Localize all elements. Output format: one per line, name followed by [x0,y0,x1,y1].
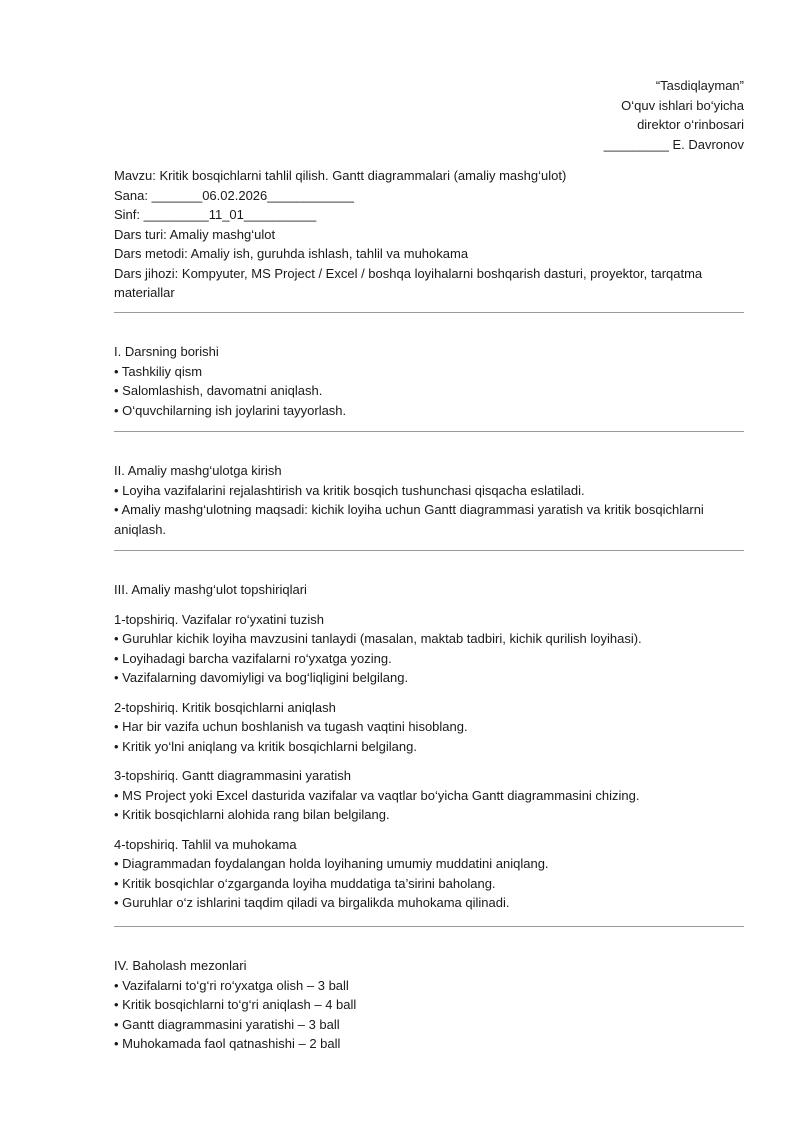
lesson-topic: Mavzu: Kritik bosqichlarni tahlil qilish. Gantt diagrammalari (amaliy mashg‘ulot) [114,168,567,183]
list-item: • O‘quvchilarning ish joylarini tayyorlash. [114,402,347,418]
section-lesson-flow [114,342,744,420]
section-title: IV. Baholash mezonlari [114,958,247,973]
lesson-date: Sana: _______06.02.2026____________ [114,187,355,203]
lesson-header [114,166,744,303]
lesson-type: Dars turi: Amaliy mashg‘ulot [114,226,276,242]
divider [114,550,744,551]
task-title: 3-topshiriq. Gantt diagrammasini yaratish [114,768,351,783]
section-assessment [114,956,744,1054]
task-1 [114,610,744,688]
list-item: • Guruhlar kichik loyiha mavzusini tanlaydi (masalan, maktab tadbiri, kichik qurilish loyihasi). [114,631,642,646]
task-title: 2-topshiriq. Kritik bosqichlarni aniqlash [114,699,336,715]
list-item: • Loyihadagi barcha vazifalarni ro‘yxatga yozing. [114,650,392,666]
approval-signature: _________ E. Davronov [603,136,744,152]
task-3 [114,766,744,825]
lesson-class: Sinf: _________11_01__________ [114,207,317,222]
list-item: • Loyiha vazifalarini rejalashtirish va kritik bosqich tushunchasi qisqacha eslatiladi. [114,482,585,498]
list-item: • Salomlashish, davomatni aniqlash. [114,383,323,398]
lesson-equipment: Dars jihozi: Kompyuter, MS Project / Excel / boshqa loyihalarni boshqarish dasturi, proyektor, tarqatma materiallar [114,265,703,300]
task-4 [114,835,744,913]
list-item: • Har bir vazifa uchun boshlanish va tugash vaqtini hisoblang. [114,719,468,734]
list-item: • Amaliy mashg‘ulotning maqsadi: kichik loyiha uchun Gantt diagrammasi yaratish va kritik bosqichlarni aniqlash. [114,502,704,537]
list-item: • MS Project yoki Excel dasturida vazifalar va vaqtlar bo‘yicha Gantt diagrammasini chizing. [114,787,640,803]
section-title: II. Amaliy mashg‘ulotga kirish [114,463,282,478]
list-item: • Vazifalarni to‘g‘ri ro‘yxatga olish – 3 ball [114,977,349,993]
list-item: • Kritik bosqichlarni to‘g‘ri aniqlash – 4 ball [114,997,357,1012]
list-item: • Kritik bosqichlarni alohida rang bilan belgilang. [114,807,390,822]
approval-position: O‘quv ishlari bo‘yicha [621,97,744,113]
section-title: III. Amaliy mashg‘ulot topshiriqlari [114,582,307,597]
task-title: 1-topshiriq. Vazifalar ro‘yxatini tuzish [114,611,325,627]
list-item: • Tashkiliy qism [114,363,203,379]
list-item: • Guruhlar o‘z ishlarini taqdim qiladi va birgalikda muhokama qilinadi. [114,895,510,910]
lesson-method: Dars metodi: Amaliy ish, guruhda ishlash, tahlil va muhokama [114,246,469,261]
approval-title: “Tasdiqlayman” [655,78,744,93]
task-title: 4-topshiriq. Tahlil va muhokama [114,836,297,852]
list-item: • Vazifalarning davomiyligi va bog‘liqligini belgilang. [114,670,409,685]
list-item: • Kritik bosqichlar o‘zgarganda loyiha muddatiga ta’sirini baholang. [114,875,496,891]
list-item: • Muhokamada faol qatnashishi – 2 ball [114,1036,341,1051]
list-item: • Gantt diagrammasini yaratishi – 3 ball [114,1016,340,1032]
approval-role: direktor o‘rinbosari [637,117,744,132]
divider [114,312,744,313]
divider [114,431,744,432]
section-title: I. Darsning borishi [114,344,219,359]
list-item: • Diagrammadan foydalangan holda loyihaning umumiy muddatini aniqlang. [114,856,549,871]
section-tasks [114,580,744,913]
list-item: • Kritik yo‘lni aniqlang va kritik bosqichlarni belgilang. [114,738,417,754]
task-2 [114,698,744,757]
divider [114,926,744,927]
section-introduction [114,461,744,539]
approval-block [604,76,744,154]
